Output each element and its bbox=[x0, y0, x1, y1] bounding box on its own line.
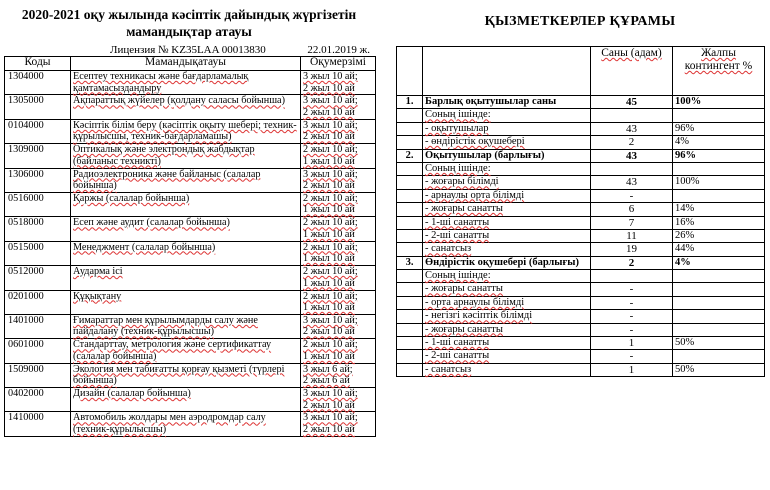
staff-row-percent: 16% bbox=[673, 216, 765, 229]
staff-row-num bbox=[397, 310, 423, 323]
staff-row-percent bbox=[673, 283, 765, 296]
staff-row-percent: 26% bbox=[673, 229, 765, 242]
staff-row-label: Соның ішінде: bbox=[423, 109, 591, 122]
staff-header-row bbox=[397, 47, 765, 96]
table-row bbox=[397, 216, 765, 229]
specialty-term: 2 жыл 10 ай; 1 жыл 10 ай bbox=[301, 339, 376, 363]
table-row bbox=[397, 122, 765, 135]
staff-header-label bbox=[423, 47, 591, 96]
specialty-term: 2 жыл 10 ай; 1 жыл 10 ай bbox=[301, 241, 376, 265]
staff-row-num bbox=[397, 203, 423, 216]
specialty-name: Экология мен табиғатты қорғау қызметі (түрлері бойынша) bbox=[71, 363, 301, 387]
table-row bbox=[397, 350, 765, 363]
staff-row-percent bbox=[673, 310, 765, 323]
staff-row-percent: 100% bbox=[673, 176, 765, 189]
table-row bbox=[5, 290, 376, 314]
specialty-term: 3 жыл 10 ай; 2 жыл 10 ай bbox=[301, 71, 376, 95]
specialty-name: Ақпараттық жүйелер (қолдану саласы бойынша) bbox=[71, 95, 301, 119]
license-date: 22.01.2019 ж. bbox=[307, 44, 370, 56]
table-row bbox=[397, 243, 765, 256]
staff-row-label: Барлық оқытушылар саны bbox=[423, 96, 591, 109]
staff-row-label: - 1-ші санатты bbox=[423, 216, 591, 229]
specialty-name: Ғимараттар мен құрылымдарды салу және пайдалану (техник-құрылысшы) bbox=[71, 314, 301, 338]
staff-row-label: Оқытушылар (барлығы) bbox=[423, 149, 591, 162]
table-row bbox=[5, 266, 376, 290]
staff-row-percent bbox=[673, 189, 765, 202]
staff-row-label: - өндірістік оқушебері bbox=[423, 136, 591, 149]
specialty-code: 0515000 bbox=[5, 241, 71, 265]
table-row bbox=[5, 339, 376, 363]
specialty-code: 1309000 bbox=[5, 144, 71, 168]
specialties-title-line2: мамандықтар атауы bbox=[126, 24, 252, 39]
table-row bbox=[5, 314, 376, 338]
specialty-code: 1410000 bbox=[5, 412, 71, 436]
staff-row-percent: 50% bbox=[673, 363, 765, 376]
table-row bbox=[397, 229, 765, 242]
specialty-name: Құқықтану bbox=[71, 290, 301, 314]
specialty-term: 2 жыл 10 ай; 1 жыл 10 ай bbox=[301, 290, 376, 314]
staff-row-count: 45 bbox=[591, 96, 673, 109]
staff-row-label: Соның ішінде: bbox=[423, 162, 591, 175]
staff-row-percent: 50% bbox=[673, 337, 765, 350]
table-row bbox=[397, 256, 765, 269]
staff-row-count: 19 bbox=[591, 243, 673, 256]
table-row bbox=[397, 96, 765, 109]
staff-row-percent: 4% bbox=[673, 136, 765, 149]
specialty-code: 0512000 bbox=[5, 266, 71, 290]
table-row bbox=[397, 149, 765, 162]
staff-row-label: - жоғары білімді bbox=[423, 176, 591, 189]
staff-row-count: - bbox=[591, 350, 673, 363]
staff-row-percent: 96% bbox=[673, 122, 765, 135]
staff-row-count: 1 bbox=[591, 337, 673, 350]
staff-row-num bbox=[397, 350, 423, 363]
staff-title: ҚЫЗМЕТКЕРЛЕР ҚҰРАМЫ bbox=[484, 14, 676, 29]
staff-row-count bbox=[591, 109, 673, 122]
staff-row-label: - оқытушылар bbox=[423, 122, 591, 135]
staff-row-label: - жоғары санатты bbox=[423, 283, 591, 296]
staff-row-label: Соның ішінде: bbox=[423, 270, 591, 283]
staff-row-num bbox=[397, 162, 423, 175]
staff-row-num: 2. bbox=[397, 149, 423, 162]
table-row bbox=[5, 95, 376, 119]
specialties-header-row bbox=[5, 57, 376, 71]
table-row bbox=[397, 323, 765, 336]
staff-row-count: 7 bbox=[591, 216, 673, 229]
staff-row-count: 2 bbox=[591, 136, 673, 149]
staff-row-num bbox=[397, 270, 423, 283]
table-row bbox=[5, 119, 376, 143]
staff-row-percent bbox=[673, 296, 765, 309]
staff-row-num bbox=[397, 122, 423, 135]
staff-row-percent bbox=[673, 350, 765, 363]
staff-section bbox=[396, 12, 764, 377]
specialty-code: 1304000 bbox=[5, 71, 71, 95]
table-row bbox=[397, 176, 765, 189]
specialty-term: 2 жыл 10 ай; 1 жыл 10 ай bbox=[301, 217, 376, 241]
specialty-name: Есептеу техникасы және бағдарламалық қамтамасыздандыру bbox=[71, 71, 301, 95]
staff-row-count: 43 bbox=[591, 149, 673, 162]
staff-row-num bbox=[397, 109, 423, 122]
specialty-code: 0516000 bbox=[5, 192, 71, 216]
staff-row-label: - 1-ші санатты bbox=[423, 337, 591, 350]
specialty-term: 3 жыл 10 ай; 2 жыл 10 ай bbox=[301, 412, 376, 436]
staff-row-num bbox=[397, 243, 423, 256]
specialty-code: 1509000 bbox=[5, 363, 71, 387]
table-row bbox=[397, 136, 765, 149]
staff-row-num bbox=[397, 337, 423, 350]
staff-row-percent bbox=[673, 323, 765, 336]
table-row bbox=[5, 388, 376, 412]
staff-row-count: - bbox=[591, 323, 673, 336]
staff-row-num bbox=[397, 283, 423, 296]
staff-row-num bbox=[397, 363, 423, 376]
table-row bbox=[397, 270, 765, 283]
staff-row-count: - bbox=[591, 283, 673, 296]
table-row bbox=[397, 203, 765, 216]
col-header-name: Мамандықатауы bbox=[71, 57, 301, 71]
specialty-code: 1306000 bbox=[5, 168, 71, 192]
staff-row-label: - 2-ші санатты bbox=[423, 350, 591, 363]
staff-row-count: 11 bbox=[591, 229, 673, 242]
staff-row-num bbox=[397, 323, 423, 336]
staff-row-count bbox=[591, 270, 673, 283]
staff-row-percent: 14% bbox=[673, 203, 765, 216]
staff-row-num: 3. bbox=[397, 256, 423, 269]
staff-row-count: 43 bbox=[591, 122, 673, 135]
specialty-name: Менеджмент (салалар бойынша) bbox=[71, 241, 301, 265]
staff-row-count: - bbox=[591, 296, 673, 309]
specialty-name: Оптикалық және электрондық жабдықтар (байланыс техниктi) bbox=[71, 144, 301, 168]
table-row bbox=[5, 217, 376, 241]
specialty-name: Автомобиль жолдары мен аэродромдар салу (техник-құрылысшы) bbox=[71, 412, 301, 436]
specialty-term: 3 жыл 10 ай; 2 жыл 10 ай bbox=[301, 168, 376, 192]
staff-row-label: - санатсыз bbox=[423, 243, 591, 256]
staff-row-count bbox=[591, 162, 673, 175]
staff-row-count: 43 bbox=[591, 176, 673, 189]
staff-header-count: Саны (адам) bbox=[591, 47, 673, 96]
table-row bbox=[397, 109, 765, 122]
staff-table bbox=[396, 46, 765, 377]
table-row bbox=[5, 71, 376, 95]
table-row bbox=[5, 363, 376, 387]
staff-row-label: - орта арнаулы білімді bbox=[423, 296, 591, 309]
specialty-name: Есеп және аудит (салалар бойынша) bbox=[71, 217, 301, 241]
table-row bbox=[5, 192, 376, 216]
staff-row-percent: 100% bbox=[673, 96, 765, 109]
specialty-name: Аударма ісі bbox=[71, 266, 301, 290]
specialty-name: Стандарттау, метрология және сертификаттау (салалар бойынша) bbox=[71, 339, 301, 363]
staff-header-percent: Жалпы контингент % bbox=[673, 47, 765, 96]
specialty-term: 2 жыл 10 ай; 1 жыл 10 ай bbox=[301, 192, 376, 216]
specialty-term: 3 жыл 6 ай; 2 жыл 6 ай bbox=[301, 363, 376, 387]
staff-row-percent bbox=[673, 162, 765, 175]
staff-row-num: 1. bbox=[397, 96, 423, 109]
staff-row-percent: 96% bbox=[673, 149, 765, 162]
specialty-term: 2 жыл 10 ай; 1 жыл 10 ай bbox=[301, 144, 376, 168]
staff-row-num bbox=[397, 216, 423, 229]
specialties-section bbox=[4, 6, 374, 437]
specialty-name: Қаржы (салалар бойынша) bbox=[71, 192, 301, 216]
staff-row-count: - bbox=[591, 310, 673, 323]
staff-row-percent: 4% bbox=[673, 256, 765, 269]
specialty-code: 1401000 bbox=[5, 314, 71, 338]
specialties-table bbox=[4, 56, 376, 437]
staff-row-num bbox=[397, 136, 423, 149]
col-header-code: Коды bbox=[5, 57, 71, 71]
staff-row-num bbox=[397, 176, 423, 189]
specialties-title-line1: 2020-2021 оқу жылында кәсіптік дайындық жүргізетін bbox=[21, 7, 357, 22]
staff-row-num bbox=[397, 296, 423, 309]
specialty-term: 3 жыл 10 ай; 2 жыл 10 ай bbox=[301, 388, 376, 412]
staff-row-count: 2 bbox=[591, 256, 673, 269]
staff-row-num bbox=[397, 229, 423, 242]
specialty-code: 1305000 bbox=[5, 95, 71, 119]
staff-row-num bbox=[397, 189, 423, 202]
table-row bbox=[397, 310, 765, 323]
table-row bbox=[397, 363, 765, 376]
specialty-code: 0601000 bbox=[5, 339, 71, 363]
table-row bbox=[397, 337, 765, 350]
staff-row-label: - жоғары санатты bbox=[423, 203, 591, 216]
specialty-term: 3 жыл 10 ай; 2 жыл 10 ай bbox=[301, 119, 376, 143]
specialty-code: 0402000 bbox=[5, 388, 71, 412]
specialty-term: 3 жыл 10 ай; 2 жыл 10 ай bbox=[301, 314, 376, 338]
table-row bbox=[5, 241, 376, 265]
specialty-code: 0201000 bbox=[5, 290, 71, 314]
table-row bbox=[5, 168, 376, 192]
staff-row-label: - жоғары санатты bbox=[423, 323, 591, 336]
staff-row-label: - санатсыз bbox=[423, 363, 591, 376]
table-row bbox=[397, 189, 765, 202]
staff-row-percent: 44% bbox=[673, 243, 765, 256]
staff-row-label: Өндірістік оқушебері (барлығы) bbox=[423, 256, 591, 269]
table-row bbox=[5, 412, 376, 436]
staff-row-count: 6 bbox=[591, 203, 673, 216]
license-number: Лицензия № KZ35LAA 00013830 bbox=[110, 44, 266, 56]
staff-row-label: - негізгі кәсіптік білімді bbox=[423, 310, 591, 323]
staff-row-count: - bbox=[591, 189, 673, 202]
table-row bbox=[397, 283, 765, 296]
table-row bbox=[397, 162, 765, 175]
specialty-name: Радиоэлектроника және байланыс (салалар бойынша) bbox=[71, 168, 301, 192]
specialty-term: 3 жыл 10 ай; 2 жыл 10 ай bbox=[301, 95, 376, 119]
license-line bbox=[4, 40, 374, 56]
staff-header-num bbox=[397, 47, 423, 96]
table-row bbox=[5, 144, 376, 168]
specialty-name: Кәсіптік білім беру (кәсіптік оқыту шебері; техник-құрылысшы, техник-бағдарламашы) bbox=[71, 119, 301, 143]
specialty-code: 0518000 bbox=[5, 217, 71, 241]
staff-row-label: - арнаулы орта білімді bbox=[423, 189, 591, 202]
specialty-name: Дизайн (салалар бойынша) bbox=[71, 388, 301, 412]
specialty-code: 0104000 bbox=[5, 119, 71, 143]
staff-row-percent bbox=[673, 270, 765, 283]
staff-row-label: - 2-ші санатты bbox=[423, 229, 591, 242]
table-row bbox=[397, 296, 765, 309]
specialty-term: 2 жыл 10 ай; 1 жыл 10 ай bbox=[301, 266, 376, 290]
staff-row-count: 1 bbox=[591, 363, 673, 376]
col-header-term: Оқумерзімі bbox=[301, 57, 376, 71]
staff-row-percent bbox=[673, 109, 765, 122]
